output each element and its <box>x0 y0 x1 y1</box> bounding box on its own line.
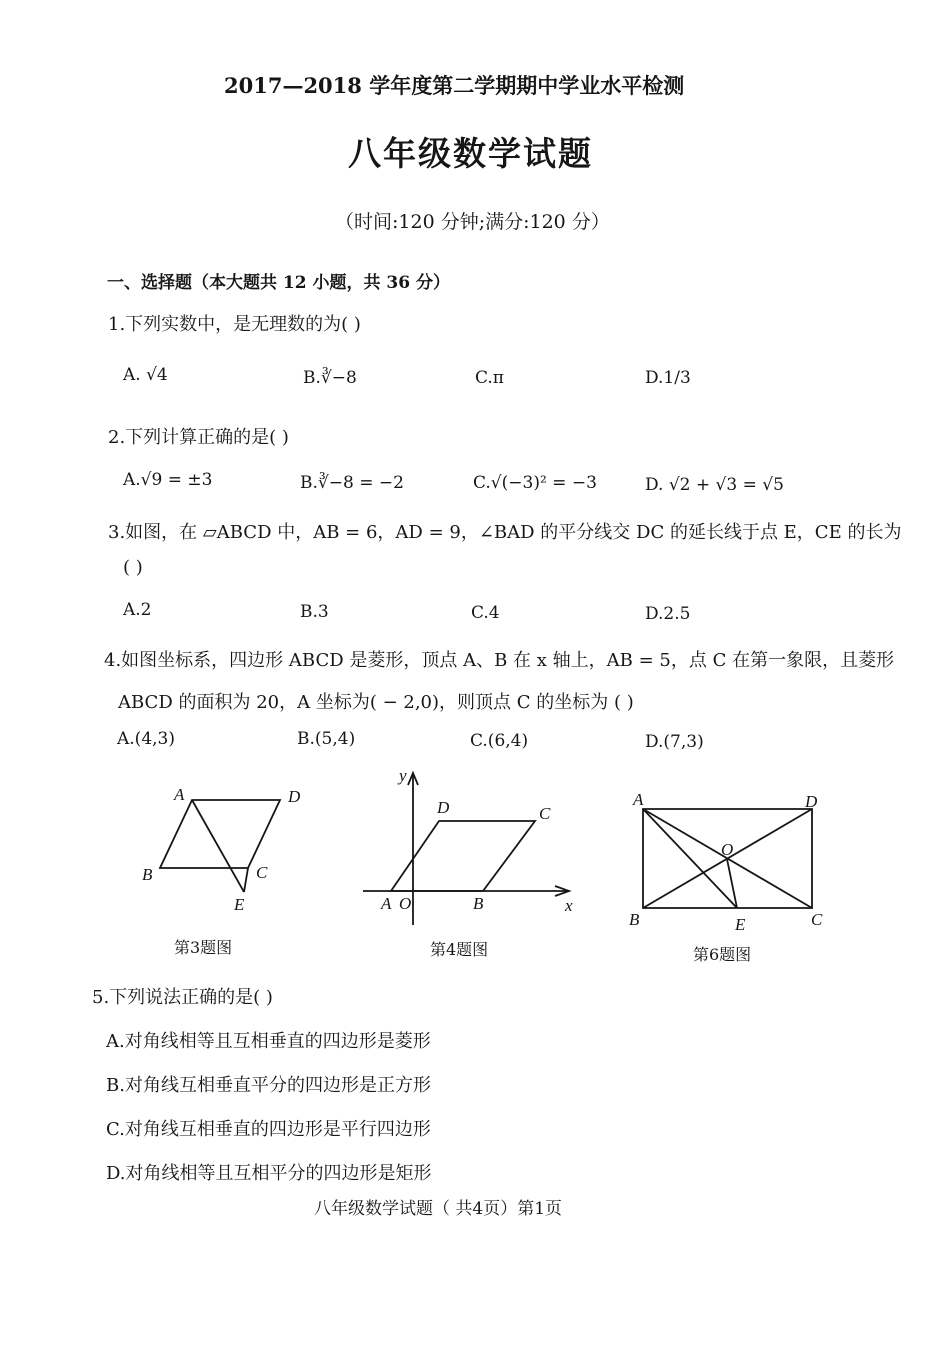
question-4-option-b: B.(5,4) <box>297 729 356 749</box>
question-4-option-d: D.(7,3) <box>645 732 704 752</box>
fig4-label-y: y <box>399 766 407 785</box>
fig3-label-b: B <box>142 865 153 884</box>
fig4-label-d: D <box>437 798 450 817</box>
page-title: 八年级数学试题 <box>348 134 593 173</box>
segment-oe <box>727 859 737 908</box>
question-2-option-b: B.∛−8 = −2 <box>300 473 404 493</box>
fig3-label-a: A <box>174 785 185 804</box>
fig3-label-c: C <box>256 863 268 882</box>
question-3-option-a: A.2 <box>123 600 152 620</box>
question-3-option-b: B.3 <box>300 602 329 622</box>
question-2-option-d: D. √2 + √3 = √5 <box>645 475 784 495</box>
question-4-stem: 4.如图坐标系，四边形 ABCD 是菱形，顶点 A、B 在 x 轴上，AB = 5，点 C 在第一象限，且菱形 <box>104 650 895 671</box>
fig4-label-a: A <box>381 894 392 913</box>
fig3-label-d: D <box>288 787 301 806</box>
question-2-option-c: C.√(−3)² = −3 <box>473 473 597 493</box>
question-4-option-c: C.(6,4) <box>470 731 529 751</box>
figure-6-caption: 第6题图 <box>693 945 752 964</box>
fig6-label-e: E <box>735 915 746 934</box>
question-1-option-b: B.∛−8 <box>303 368 357 388</box>
fig6-label-a: A <box>633 790 644 809</box>
question-5-option-c: C.对角线互相垂直的四边形是平行四边形 <box>106 1119 431 1140</box>
question-3-stem: 3.如图，在 ▱ABCD 中，AB = 6，AD = 9，∠BAD 的平分线交 DC 的延长线于点 E，CE 的长为 <box>108 522 902 543</box>
extension-ce <box>244 868 248 892</box>
question-1-stem: 1.下列实数中，是无理数的为( ) <box>108 314 361 335</box>
question-3-option-d: D.2.5 <box>645 604 691 624</box>
question-3-option-c: C.4 <box>471 603 500 623</box>
section-heading: 一、选择题（本大题共 12 小题，共 36 分） <box>107 273 450 293</box>
fig6-label-o: O <box>721 840 734 859</box>
fig6-label-c: C <box>811 910 823 929</box>
fig4-label-c: C <box>539 804 551 823</box>
question-1-option-d: D.1/3 <box>645 368 691 388</box>
figure-6-rectangle <box>625 785 835 935</box>
figure-3-parallelogram <box>130 780 310 920</box>
figure-4-coordinate-rhombus <box>355 765 590 935</box>
question-4-stem-line2: ABCD 的面积为 20，A 坐标为( − 2,0)，则顶点 C 的坐标为 ( ) <box>118 692 634 713</box>
question-5-option-b: B.对角线互相垂直平分的四边形是正方形 <box>106 1075 431 1096</box>
page-footer: 八年级数学试题（ 共4页）第1页 <box>314 1199 563 1219</box>
question-1-option-a: A. √4 <box>123 365 168 385</box>
question-2-option-a: A.√9 = ±3 <box>123 470 213 490</box>
exam-info: （时间:120 分钟;满分:120 分） <box>335 211 610 233</box>
fig4-label-b: B <box>473 894 484 913</box>
question-1-option-c: C.π <box>475 368 504 388</box>
bisector-ae <box>192 800 244 892</box>
figure-4-caption: 第4题图 <box>430 940 489 959</box>
figure-3-caption: 第3题图 <box>174 938 233 957</box>
question-4-option-a: A.(4,3) <box>117 729 175 749</box>
question-5-option-a: A.对角线相等且互相垂直的四边形是菱形 <box>106 1031 431 1052</box>
fig6-label-d: D <box>805 792 818 811</box>
question-2-stem: 2.下列计算正确的是( ) <box>108 427 289 448</box>
exam-header: 2017—2018 学年度第二学期期中学业水平检测 <box>224 73 685 98</box>
fig3-label-e: E <box>234 895 245 914</box>
question-3-bracket: ( ) <box>123 557 143 578</box>
question-5-stem: 5.下列说法正确的是( ) <box>92 987 273 1008</box>
parallelogram-abcd <box>160 800 280 868</box>
fig4-label-o: O <box>399 894 412 913</box>
fig4-label-x: x <box>565 896 573 915</box>
fig6-label-b: B <box>629 910 640 929</box>
question-5-option-d: D.对角线相等且互相平分的四边形是矩形 <box>106 1163 432 1184</box>
